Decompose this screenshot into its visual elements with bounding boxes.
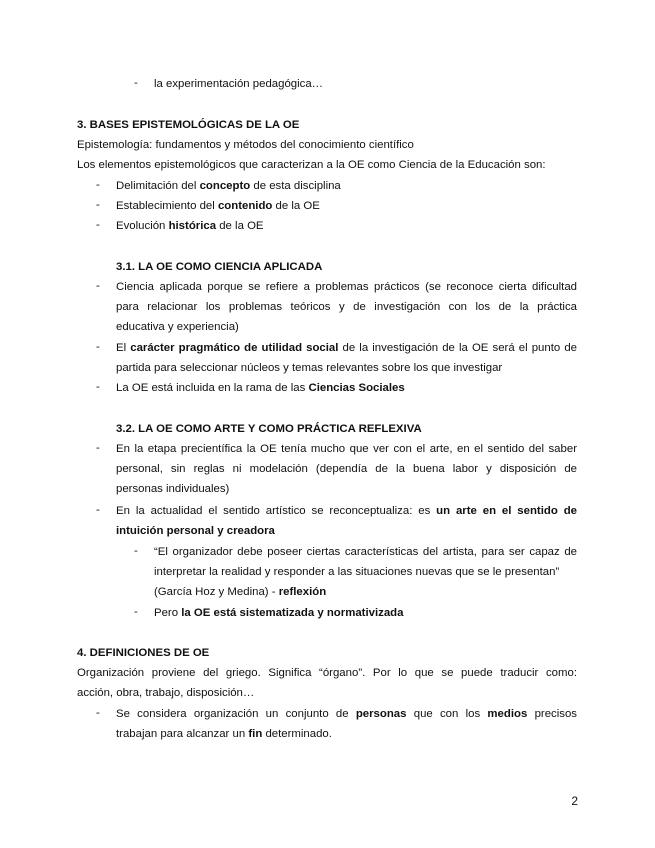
list-item-line: En la etapa precientífica la OE tenía mucho que ver con el arte, en el sentido del saber xyxy=(116,443,577,455)
list-dash: - xyxy=(96,341,100,353)
list-item: Pero la OE está sistematizada y normativizada xyxy=(154,607,404,619)
list-item-line: personal, sin reglas ni modelación (dependía de la buena labor y disposición de xyxy=(116,463,577,475)
quote-line: interpretar la realidad y responder a las situaciones nuevas que se le presentan” xyxy=(154,566,560,578)
section-heading: 3. BASES EPISTEMOLÓGICAS DE LA OE xyxy=(77,119,300,131)
list-item-line: personas individuales) xyxy=(116,483,230,495)
list-dash: - xyxy=(96,504,100,516)
paragraph-line: Organización proviene del griego. Significa “órgano”. Por lo que se puede traducir como: xyxy=(77,667,577,679)
paragraph-line: Epistemología: fundamentos y métodos del conocimiento científico xyxy=(77,139,414,151)
list-item-line: para relacionar los problemas teóricos y de investigación con los de la práctica xyxy=(116,301,577,313)
list-dash: - xyxy=(96,442,100,454)
list-item-line: El carácter pragmático de utilidad social de la investigación de la OE será el punto de xyxy=(116,342,577,354)
list-item-line: Ciencia aplicada porque se refiere a problemas prácticos (se reconoce cierta dificultad xyxy=(116,281,577,293)
list-dash: - xyxy=(96,381,100,393)
list-item-line: Se considera organización un conjunto de personas que con los medios precisos xyxy=(116,708,577,720)
list-item-line: educativa y experiencia) xyxy=(116,321,239,333)
list-item-line: En la actualidad el sentido artístico se reconceptualiza: es un arte en el sentido de xyxy=(116,505,577,517)
list-item-line: trabajan para alcanzar un fin determinado. xyxy=(116,728,332,740)
list-dash: - xyxy=(96,219,100,231)
list-dash: - xyxy=(134,606,138,618)
subsection-heading: 3.1. LA OE COMO CIENCIA APLICADA xyxy=(116,261,323,273)
paragraph-line: acción, obra, trabajo, disposición… xyxy=(77,687,255,699)
list-dash: - xyxy=(134,545,138,557)
list-item: la experimentación pedagógica… xyxy=(154,78,324,90)
list-item-line: partida para seleccionar núcleos y temas relevantes sobre los que investigar xyxy=(116,362,503,374)
list-item: Establecimiento del contenido de la OE xyxy=(116,200,320,212)
quote-line: (García Hoz y Medina) - reflexión xyxy=(154,586,327,598)
section-heading: 4. DEFINICIONES DE OE xyxy=(77,647,210,659)
list-dash: - xyxy=(96,280,100,292)
list-dash: - xyxy=(96,199,100,211)
paragraph-line: Los elementos epistemológicos que caracterizan a la OE como Ciencia de la Educación son: xyxy=(77,159,546,171)
page-number: 2 xyxy=(571,794,578,808)
list-dash: - xyxy=(96,707,100,719)
list-dash: - xyxy=(96,179,100,191)
list-item: Evolución histórica de la OE xyxy=(116,220,264,232)
list-dash: - xyxy=(134,77,138,89)
list-item-line: intuición personal y creadora xyxy=(116,525,275,537)
list-item: Delimitación del concepto de esta disciplina xyxy=(116,180,341,192)
quote-line: “El organizador debe poseer ciertas características del artista, para ser capaz de xyxy=(154,546,577,558)
subsection-heading: 3.2. LA OE COMO ARTE Y COMO PRÁCTICA REFLEXIVA xyxy=(116,423,422,435)
list-item: La OE está incluida en la rama de las Ciencias Sociales xyxy=(116,382,405,394)
